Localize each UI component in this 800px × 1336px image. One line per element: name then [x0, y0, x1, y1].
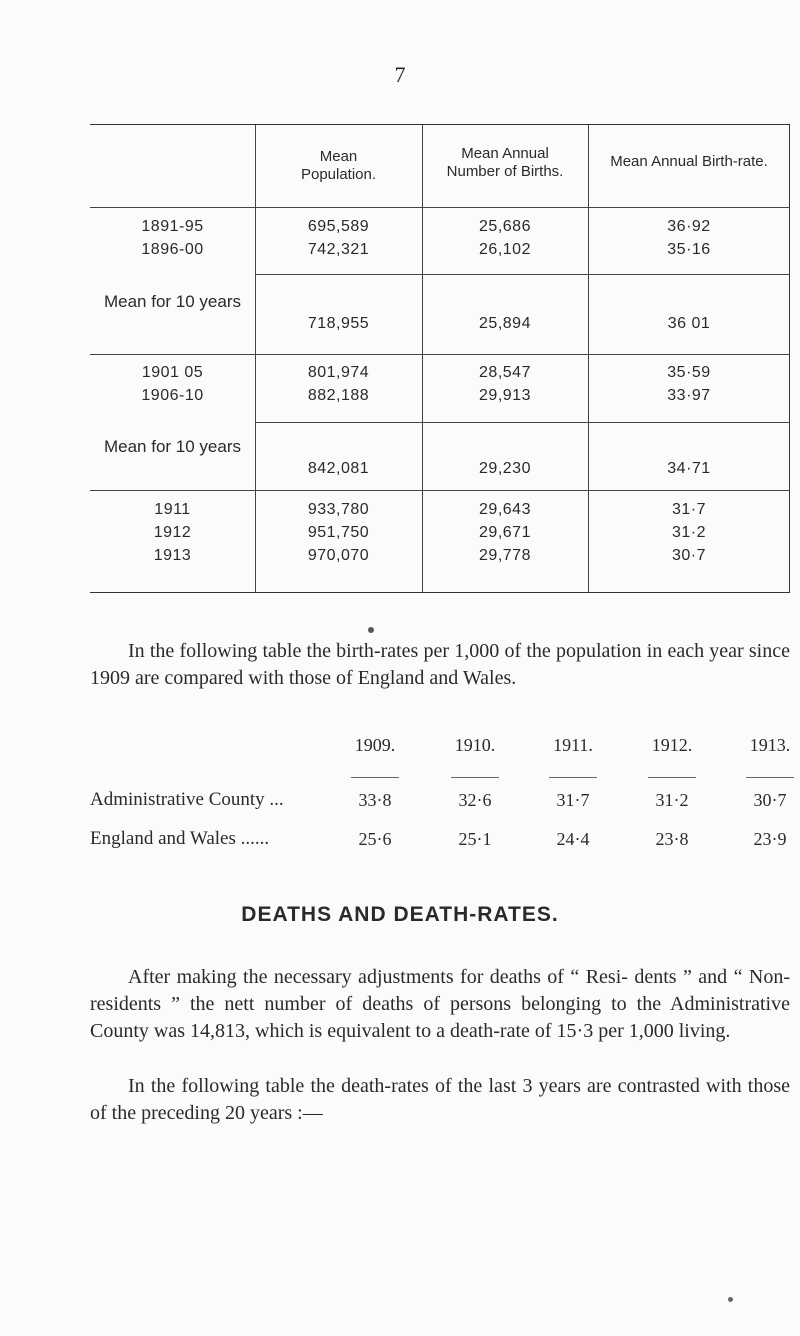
rate-value: 24·4: [556, 829, 590, 849]
rate-value: 25·6: [358, 829, 392, 849]
header-mean-annual-births: Mean Annual Number of Births.: [446, 145, 564, 180]
births-cell: 26,102: [479, 241, 531, 258]
births-cell: 25,686: [479, 218, 531, 235]
row-rule: [255, 422, 790, 423]
population-cell: 801,974: [307, 364, 370, 381]
row-label-england-and-wales: England and Wales ......: [90, 828, 270, 849]
row-label: 1911: [154, 501, 191, 518]
birth-rate-cell: 36 01: [667, 315, 711, 332]
births-cell: 29,778: [479, 547, 531, 564]
population-cell: 842,081: [307, 460, 370, 477]
birth-rate-cell: 34·71: [667, 460, 711, 477]
header-mean-population: Mean Population.: [300, 148, 377, 183]
rate-value: 31·2: [655, 790, 689, 810]
rate-value: 33·8: [358, 790, 392, 810]
population-cell: 951,750: [307, 524, 370, 541]
rate-value: 23·9: [753, 829, 787, 849]
ink-dot: [368, 627, 374, 633]
births-cell: 29,913: [479, 387, 531, 404]
year-underline: [648, 777, 696, 778]
row-label: 1906-10: [141, 387, 204, 404]
row-label: 1912: [153, 524, 192, 541]
births-cell: 29,671: [479, 524, 531, 541]
birth-rate-cell: 35·59: [667, 364, 711, 381]
paragraph-birth-rate-intro: In the following table the birth-rates per 1,000 of the population in each year since 1909 are compared with those of England and Wales.: [90, 640, 790, 689]
row-rule: [255, 274, 790, 275]
year-header: 1911.: [553, 735, 593, 755]
births-cell: 25,894: [479, 315, 531, 332]
paragraph-deaths: After making the necessary adjustments for deaths of “ Resi- dents ” and “ Non-residents ” the nett number of deaths of persons belonging to the Administrative County was 14,813, which is equivalent to a death-rate of 15·3 per 1,000 living.: [90, 966, 790, 1042]
rate-value: 23·8: [655, 829, 689, 849]
column-rule: [588, 125, 589, 592]
row-label: 1891-95: [141, 218, 204, 235]
births-cell: 29,230: [479, 460, 531, 477]
section-heading: DEATHS AND DEATH-RATES.: [241, 903, 559, 926]
birth-statistics-table: [90, 124, 790, 593]
year-underline: [746, 777, 794, 778]
header-mean-annual-birth-rate: Mean Annual Birth-rate.: [610, 153, 768, 170]
birth-rate-cell: 33·97: [667, 387, 711, 404]
year-underline: [549, 777, 597, 778]
paragraph-death-rate-intro: In the following table the death-rates of the last 3 years are contrasted with those of the preceding 20 years :—: [90, 1075, 790, 1124]
rate-value: 25·1: [458, 829, 492, 849]
rate-value: 30·7: [753, 790, 787, 810]
population-cell: 933,780: [307, 501, 370, 518]
row-label-mean: Mean for 10 years: [103, 292, 241, 311]
year-header: 1912.: [651, 735, 693, 755]
population-cell: 970,070: [307, 547, 370, 564]
ink-dot: [728, 1297, 733, 1302]
year-header: 1910.: [454, 735, 496, 755]
page-number: 7: [394, 62, 406, 87]
birth-rate-cell: 36·92: [667, 218, 711, 235]
year-header: 1913.: [749, 735, 791, 755]
row-label: 1901 05: [141, 364, 204, 381]
birth-rate-cell: 30·7: [671, 547, 707, 564]
birth-rate-cell: 31·2: [671, 524, 707, 541]
row-label: 1913: [153, 547, 192, 564]
births-cell: 28,547: [479, 364, 531, 381]
row-rule: [90, 490, 790, 491]
birth-rate-cell: 31·7: [671, 501, 707, 518]
row-rule: [90, 354, 790, 355]
row-rule: [90, 207, 790, 208]
birth-rate-cell: 35·16: [667, 241, 711, 258]
row-label: 1896-00: [141, 241, 204, 258]
population-cell: 695,589: [307, 218, 370, 235]
column-rule: [255, 125, 256, 592]
year-header: 1909.: [354, 735, 396, 755]
year-underline: [451, 777, 499, 778]
births-cell: 29,643: [479, 501, 531, 518]
rate-value: 32·6: [458, 790, 492, 810]
population-cell: 882,188: [307, 387, 370, 404]
birth-rate-comparison-table: [90, 735, 791, 849]
year-underline: [351, 777, 399, 778]
row-label-mean: Mean for 10 years: [103, 437, 241, 456]
column-rule: [422, 125, 423, 592]
row-label-administrative-county: Administrative County ...: [90, 789, 284, 810]
population-cell: 742,321: [307, 241, 370, 258]
rate-value: 31·7: [556, 790, 590, 810]
population-cell: 718,955: [307, 315, 370, 332]
